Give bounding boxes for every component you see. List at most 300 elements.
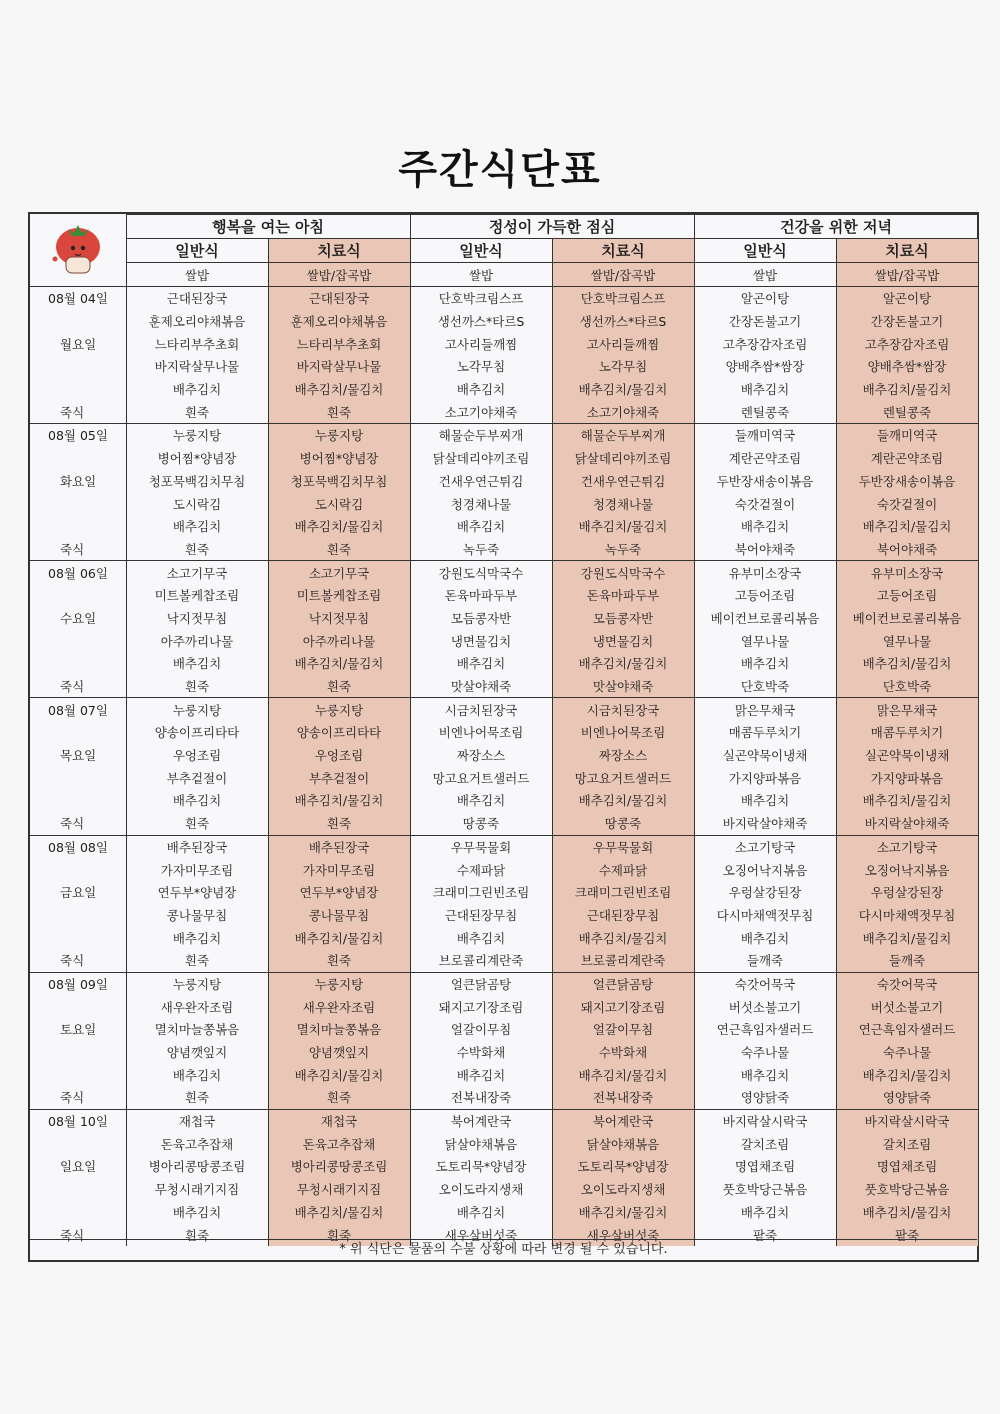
therapeutic-dish: 들깨죽 xyxy=(836,949,978,972)
day-weekday: 화요일 xyxy=(30,470,126,493)
therapeutic-dish: 흰죽 xyxy=(268,675,410,698)
general-dish: 누룽지탕 xyxy=(126,972,268,995)
general-dish: 단호박죽 xyxy=(694,675,836,698)
menu-row xyxy=(30,1155,978,1178)
menu-row xyxy=(30,515,978,538)
therapeutic-dish: 단호박크림스프 xyxy=(552,287,694,310)
therapeutic-dish: 흰죽 xyxy=(268,1086,410,1109)
menu-row xyxy=(30,1063,978,1086)
general-dish: 돼지고기장조림 xyxy=(410,995,552,1018)
menu-row xyxy=(30,766,978,789)
general-dish: 가자미무조림 xyxy=(126,858,268,881)
general-dish: 단호박크림스프 xyxy=(410,287,552,310)
therapeutic-dish: 돈육마파두부 xyxy=(552,584,694,607)
general-dish: 북어계란국 xyxy=(410,1109,552,1132)
day-weekday: 목요일 xyxy=(30,744,126,767)
general-dish: 다시마채액젓무침 xyxy=(694,904,836,927)
therapeutic-dish: 우무묵물회 xyxy=(552,835,694,858)
day-weekday: 금요일 xyxy=(30,881,126,904)
general-dish: 청포묵백김치무침 xyxy=(126,470,268,493)
day-date: 08월 08일 xyxy=(30,835,126,858)
therapeutic-dish: 얼갈이무침 xyxy=(552,1018,694,1041)
general-dish: 우렁살강된장 xyxy=(694,881,836,904)
therapeutic-dish: 돈육고추잡채 xyxy=(268,1132,410,1155)
general-dish: 누룽지탕 xyxy=(126,698,268,721)
menu-row xyxy=(30,1086,978,1109)
therapeutic-dish: 양념깻잎지 xyxy=(268,1041,410,1064)
porridge-label: 죽식 xyxy=(30,400,126,423)
general-dish: 흰죽 xyxy=(126,1086,268,1109)
general-dish: 베이컨브로콜리볶음 xyxy=(694,607,836,630)
menu-row xyxy=(30,972,978,995)
day-spacer xyxy=(30,1063,126,1086)
menu-row xyxy=(30,926,978,949)
general-dish: 배추김치 xyxy=(694,926,836,949)
therapeutic-dish: 매콤두루치기 xyxy=(836,721,978,744)
therapeutic-dish: 배추김치/물김치 xyxy=(836,926,978,949)
therapeutic-dish: 간장돈불고기 xyxy=(836,310,978,333)
general-dish: 배추김치 xyxy=(410,378,552,401)
therapeutic-dish: 흰죽 xyxy=(268,812,410,835)
therapeutic-dish: 배추김치/물김치 xyxy=(836,789,978,812)
therapeutic-dish: 바지락살무나물 xyxy=(268,355,410,378)
general-dish: 오이도라지생채 xyxy=(410,1178,552,1201)
therapeutic-dish: 배추김치/물김치 xyxy=(552,378,694,401)
general-dish: 크래미그린빈조림 xyxy=(410,881,552,904)
general-dish: 브로콜리계란죽 xyxy=(410,949,552,972)
menu-row xyxy=(30,789,978,812)
rice-cell: 쌀밥/잡곡밥 xyxy=(268,263,410,287)
therapeutic-dish: 청포묵백김치무침 xyxy=(268,470,410,493)
therapeutic-dish: 열무나물 xyxy=(836,629,978,652)
general-dish: 돈육마파두부 xyxy=(410,584,552,607)
general-dish: 배추김치 xyxy=(410,1201,552,1224)
general-dish: 흰죽 xyxy=(126,949,268,972)
day-spacer xyxy=(30,492,126,515)
menu-row xyxy=(30,721,978,744)
therapeutic-dish: 배추김치/물김치 xyxy=(836,378,978,401)
general-dish: 양송이프리타타 xyxy=(126,721,268,744)
general-dish: 아주까리나물 xyxy=(126,629,268,652)
general-dish: 배추김치 xyxy=(694,1063,836,1086)
general-dish: 배추김치 xyxy=(410,789,552,812)
day-spacer xyxy=(30,995,126,1018)
general-dish: 무청시래기지짐 xyxy=(126,1178,268,1201)
porridge-label: 죽식 xyxy=(30,1086,126,1109)
therapeutic-dish: 맑은무채국 xyxy=(836,698,978,721)
menu-body xyxy=(30,287,978,1246)
therapeutic-dish: 크래미그린빈조림 xyxy=(552,881,694,904)
therapeutic-dish: 실곤약묵이냉채 xyxy=(836,744,978,767)
porridge-label: 죽식 xyxy=(30,1223,126,1246)
general-dish: 실곤약묵이냉채 xyxy=(694,744,836,767)
therapeutic-dish: 소고기탕국 xyxy=(836,835,978,858)
menu-row xyxy=(30,447,978,470)
therapeutic-dish: 우엉조림 xyxy=(268,744,410,767)
therapeutic-dish: 강원도식막국수 xyxy=(552,561,694,584)
therapeutic-dish: 돼지고기장조림 xyxy=(552,995,694,1018)
menu-row xyxy=(30,355,978,378)
general-dish: 수박화채 xyxy=(410,1041,552,1064)
tomato-mascot-icon xyxy=(46,219,110,279)
menu-row xyxy=(30,812,978,835)
therapeutic-dish: 배추김치/물김치 xyxy=(268,378,410,401)
general-dish: 북어야채죽 xyxy=(694,538,836,561)
porridge-label: 죽식 xyxy=(30,812,126,835)
general-dish: 짜장소스 xyxy=(410,744,552,767)
therapeutic-dish: 생선까스*타르S xyxy=(552,310,694,333)
general-dish: 배추김치 xyxy=(126,1201,268,1224)
general-dish: 팥죽 xyxy=(694,1223,836,1246)
therapeutic-dish: 멸치마늘쫑볶음 xyxy=(268,1018,410,1041)
general-dish: 흰죽 xyxy=(126,1223,268,1246)
day-date: 08월 10일 xyxy=(30,1109,126,1132)
day-spacer xyxy=(30,310,126,333)
day-date: 08월 05일 xyxy=(30,424,126,447)
general-dish: 근대된장국 xyxy=(126,287,268,310)
general-dish: 망고요거트샐러드 xyxy=(410,766,552,789)
menu-row xyxy=(30,310,978,333)
general-dish: 소고기무국 xyxy=(126,561,268,584)
general-dish: 배추김치 xyxy=(126,1063,268,1086)
therapeutic-dish: 부추겉절이 xyxy=(268,766,410,789)
therapeutic-dish: 녹두죽 xyxy=(552,538,694,561)
general-dish: 숙갓겉절이 xyxy=(694,492,836,515)
therapeutic-dish: 노각무침 xyxy=(552,355,694,378)
general-dish: 바지락살시락국 xyxy=(694,1109,836,1132)
menu-row xyxy=(30,400,978,423)
general-dish: 강원도식막국수 xyxy=(410,561,552,584)
porridge-label: 죽식 xyxy=(30,675,126,698)
therapeutic-dish: 렌틸콩죽 xyxy=(836,400,978,423)
therapeutic-dish: 고사리들깨찜 xyxy=(552,332,694,355)
therapeutic-dish: 짜장소스 xyxy=(552,744,694,767)
therapeutic-dish: 느타리부추초회 xyxy=(268,332,410,355)
menu-row xyxy=(30,470,978,493)
general-dish: 병어찜*양념장 xyxy=(126,447,268,470)
therapeutic-dish: 배추김치/물김치 xyxy=(268,789,410,812)
general-dish: 청경채나물 xyxy=(410,492,552,515)
general-dish: 흰죽 xyxy=(126,400,268,423)
general-dish: 열무나물 xyxy=(694,629,836,652)
therapeutic-dish: 병아리콩땅콩조림 xyxy=(268,1155,410,1178)
therapeutic-dish: 도토리묵*양념장 xyxy=(552,1155,694,1178)
type-header-therapeutic: 치료식 xyxy=(836,239,978,263)
type-header-general: 일반식 xyxy=(410,239,552,263)
therapeutic-dish: 새우살버섯죽 xyxy=(552,1223,694,1246)
general-dish: 배추된장국 xyxy=(126,835,268,858)
menu-row xyxy=(30,332,978,355)
general-dish: 매콤두루치기 xyxy=(694,721,836,744)
therapeutic-dish: 건새우연근튀김 xyxy=(552,470,694,493)
therapeutic-dish: 냉면물김치 xyxy=(552,629,694,652)
general-dish: 가지양파볶음 xyxy=(694,766,836,789)
therapeutic-dish: 근대된장무침 xyxy=(552,904,694,927)
therapeutic-dish: 배추김치/물김치 xyxy=(268,1201,410,1224)
therapeutic-dish: 양배추쌈*쌈장 xyxy=(836,355,978,378)
therapeutic-dish: 갈치조림 xyxy=(836,1132,978,1155)
general-dish: 미트볼케찹조림 xyxy=(126,584,268,607)
therapeutic-dish: 흰죽 xyxy=(268,400,410,423)
day-spacer xyxy=(30,1132,126,1155)
general-dish: 바지락살무나물 xyxy=(126,355,268,378)
menu-row xyxy=(30,652,978,675)
therapeutic-dish: 배추김치/물김치 xyxy=(552,1063,694,1086)
general-dish: 노각무침 xyxy=(410,355,552,378)
therapeutic-dish: 닭살데리야끼조림 xyxy=(552,447,694,470)
general-dish: 콩나물무침 xyxy=(126,904,268,927)
general-dish: 연두부*양념장 xyxy=(126,881,268,904)
day-spacer xyxy=(30,858,126,881)
therapeutic-dish: 배추김치/물김치 xyxy=(552,1201,694,1224)
menu-row xyxy=(30,881,978,904)
day-spacer xyxy=(30,447,126,470)
therapeutic-dish: 가지양파볶음 xyxy=(836,766,978,789)
day-weekday: 수요일 xyxy=(30,607,126,630)
therapeutic-dish: 새우완자조림 xyxy=(268,995,410,1018)
general-dish: 낙지젓무침 xyxy=(126,607,268,630)
general-dish: 재첩국 xyxy=(126,1109,268,1132)
therapeutic-dish: 땅콩죽 xyxy=(552,812,694,835)
day-spacer xyxy=(30,584,126,607)
therapeutic-dish: 흰죽 xyxy=(268,1223,410,1246)
therapeutic-dish: 콩나물무침 xyxy=(268,904,410,927)
general-dish: 배추김치 xyxy=(126,926,268,949)
therapeutic-dish: 오이도라지생채 xyxy=(552,1178,694,1201)
general-dish: 새우살버섯죽 xyxy=(410,1223,552,1246)
therapeutic-dish: 숙갓겉절이 xyxy=(836,492,978,515)
therapeutic-dish: 영양닭죽 xyxy=(836,1086,978,1109)
therapeutic-dish: 배추김치/물김치 xyxy=(552,515,694,538)
therapeutic-dish: 숙주나물 xyxy=(836,1041,978,1064)
general-dish: 배추김치 xyxy=(694,515,836,538)
therapeutic-dish: 낙지젓무침 xyxy=(268,607,410,630)
general-dish: 근대된장무침 xyxy=(410,904,552,927)
therapeutic-dish: 연두부*양념장 xyxy=(268,881,410,904)
therapeutic-dish: 다시마채액젓무침 xyxy=(836,904,978,927)
type-header-therapeutic: 치료식 xyxy=(552,239,694,263)
menu-table xyxy=(30,214,979,1246)
general-dish: 새우완자조림 xyxy=(126,995,268,1018)
menu-row xyxy=(30,1132,978,1155)
therapeutic-dish: 들깨미역국 xyxy=(836,424,978,447)
general-dish: 얼갈이무침 xyxy=(410,1018,552,1041)
therapeutic-dish: 우렁살강된장 xyxy=(836,881,978,904)
therapeutic-dish: 배추김치/물김치 xyxy=(552,789,694,812)
day-spacer xyxy=(30,1201,126,1224)
general-dish: 숙주나물 xyxy=(694,1041,836,1064)
therapeutic-dish: 북어계란국 xyxy=(552,1109,694,1132)
menu-row xyxy=(30,424,978,447)
general-dish: 풋호박당근볶음 xyxy=(694,1178,836,1201)
therapeutic-dish: 누룽지탕 xyxy=(268,698,410,721)
general-dish: 고사리들깨찜 xyxy=(410,332,552,355)
therapeutic-dish: 비엔나어묵조림 xyxy=(552,721,694,744)
general-dish: 수제파닭 xyxy=(410,858,552,881)
therapeutic-dish: 수박화채 xyxy=(552,1041,694,1064)
general-dish: 도시락김 xyxy=(126,492,268,515)
menu-row xyxy=(30,629,978,652)
general-dish: 영양닭죽 xyxy=(694,1086,836,1109)
general-dish: 배추김치 xyxy=(126,652,268,675)
general-dish: 모듬콩자반 xyxy=(410,607,552,630)
therapeutic-dish: 베이컨브로콜리볶음 xyxy=(836,607,978,630)
therapeutic-dish: 전복내장죽 xyxy=(552,1086,694,1109)
therapeutic-dish: 바지락살야채죽 xyxy=(836,812,978,835)
therapeutic-dish: 시금치된장국 xyxy=(552,698,694,721)
menu-row xyxy=(30,675,978,698)
therapeutic-dish: 유부미소장국 xyxy=(836,561,978,584)
therapeutic-dish: 오징어낙지볶음 xyxy=(836,858,978,881)
therapeutic-dish: 숙갓어묵국 xyxy=(836,972,978,995)
therapeutic-dish: 도시락김 xyxy=(268,492,410,515)
general-dish: 배추김치 xyxy=(410,652,552,675)
therapeutic-dish: 재첩국 xyxy=(268,1109,410,1132)
general-dish: 누룽지탕 xyxy=(126,424,268,447)
therapeutic-dish: 청경채나물 xyxy=(552,492,694,515)
general-dish: 부추겉절이 xyxy=(126,766,268,789)
general-dish: 땅콩죽 xyxy=(410,812,552,835)
general-dish: 맛살야채죽 xyxy=(410,675,552,698)
day-spacer xyxy=(30,789,126,812)
therapeutic-dish: 배추김치/물김치 xyxy=(268,515,410,538)
general-dish: 양념깻잎지 xyxy=(126,1041,268,1064)
therapeutic-dish: 수제파닭 xyxy=(552,858,694,881)
therapeutic-dish: 배추김치/물김치 xyxy=(268,926,410,949)
therapeutic-dish: 계란곤약조림 xyxy=(836,447,978,470)
menu-row xyxy=(30,1018,978,1041)
therapeutic-dish: 흰죽 xyxy=(268,538,410,561)
therapeutic-dish: 버섯소불고기 xyxy=(836,995,978,1018)
therapeutic-dish: 아주까리나물 xyxy=(268,629,410,652)
general-dish: 전복내장죽 xyxy=(410,1086,552,1109)
general-dish: 녹두죽 xyxy=(410,538,552,561)
therapeutic-dish: 팥죽 xyxy=(836,1223,978,1246)
general-dish: 느타리부추초회 xyxy=(126,332,268,355)
general-dish: 버섯소불고기 xyxy=(694,995,836,1018)
general-dish: 들깨죽 xyxy=(694,949,836,972)
general-dish: 고등어조림 xyxy=(694,584,836,607)
general-dish: 계란곤약조림 xyxy=(694,447,836,470)
therapeutic-dish: 흰죽 xyxy=(268,949,410,972)
general-dish: 훈제오리야채볶음 xyxy=(126,310,268,333)
menu-row xyxy=(30,904,978,927)
therapeutic-dish: 무청시래기지짐 xyxy=(268,1178,410,1201)
menu-row xyxy=(30,744,978,767)
therapeutic-dish: 누룽지탕 xyxy=(268,972,410,995)
day-weekday: 토요일 xyxy=(30,1018,126,1041)
general-dish: 돈육고추잡채 xyxy=(126,1132,268,1155)
general-dish: 고추장감자조림 xyxy=(694,332,836,355)
therapeutic-dish: 해물순두부찌개 xyxy=(552,424,694,447)
general-dish: 배추김치 xyxy=(694,652,836,675)
day-spacer xyxy=(30,378,126,401)
menu-row xyxy=(30,607,978,630)
general-dish: 흰죽 xyxy=(126,812,268,835)
therapeutic-dish: 소고기야채죽 xyxy=(552,400,694,423)
type-header-therapeutic: 치료식 xyxy=(268,239,410,263)
therapeutic-dish: 누룽지탕 xyxy=(268,424,410,447)
footer-note: * 위 식단은 물품의 수불 상황에 따라 변경 될 수 있습니다. xyxy=(30,1239,977,1260)
general-dish: 배추김치 xyxy=(410,1063,552,1086)
therapeutic-dish: 병어찜*양념장 xyxy=(268,447,410,470)
general-dish: 간장돈불고기 xyxy=(694,310,836,333)
day-weekday: 일요일 xyxy=(30,1155,126,1178)
therapeutic-dish: 배추김치/물김치 xyxy=(836,652,978,675)
general-dish: 배추김치 xyxy=(126,789,268,812)
day-spacer xyxy=(30,515,126,538)
general-dish: 배추김치 xyxy=(410,926,552,949)
day-spacer xyxy=(30,1178,126,1201)
meal-header-dinner: 건강을 위한 저녁 xyxy=(694,215,978,239)
page-title: 주간식단표 xyxy=(398,147,602,193)
porridge-label: 죽식 xyxy=(30,538,126,561)
day-spacer xyxy=(30,1041,126,1064)
day-date: 08월 07일 xyxy=(30,698,126,721)
menu-row xyxy=(30,1041,978,1064)
general-dish: 생선까스*타르S xyxy=(410,310,552,333)
therapeutic-dish: 북어야채죽 xyxy=(836,538,978,561)
rice-cell: 쌀밥 xyxy=(694,263,836,287)
type-header-general: 일반식 xyxy=(694,239,836,263)
day-spacer xyxy=(30,652,126,675)
therapeutic-dish: 배추된장국 xyxy=(268,835,410,858)
general-dish: 양배추쌈*쌈장 xyxy=(694,355,836,378)
general-dish: 우무묵물회 xyxy=(410,835,552,858)
general-dish: 들깨미역국 xyxy=(694,424,836,447)
menu-row xyxy=(30,1201,978,1224)
general-dish: 갈치조림 xyxy=(694,1132,836,1155)
general-dish: 두반장새송이볶음 xyxy=(694,470,836,493)
menu-sheet xyxy=(28,212,979,1262)
therapeutic-dish: 브로콜리계란죽 xyxy=(552,949,694,972)
menu-row xyxy=(30,1109,978,1132)
general-dish: 배추김치 xyxy=(126,378,268,401)
general-dish: 흰죽 xyxy=(126,675,268,698)
rice-cell: 쌀밥 xyxy=(126,263,268,287)
menu-row xyxy=(30,949,978,972)
general-dish: 숙갓어묵국 xyxy=(694,972,836,995)
therapeutic-dish: 소고기무국 xyxy=(268,561,410,584)
therapeutic-dish: 연근흑임자샐러드 xyxy=(836,1018,978,1041)
therapeutic-dish: 맛살야채죽 xyxy=(552,675,694,698)
therapeutic-dish: 바지락살시락국 xyxy=(836,1109,978,1132)
day-date: 08월 06일 xyxy=(30,561,126,584)
rice-cell: 쌀밥 xyxy=(410,263,552,287)
general-dish: 건새우연근튀김 xyxy=(410,470,552,493)
menu-row xyxy=(30,698,978,721)
therapeutic-dish: 단호박죽 xyxy=(836,675,978,698)
general-dish: 소고기야채죽 xyxy=(410,400,552,423)
general-dish: 배추김치 xyxy=(410,515,552,538)
porridge-label: 죽식 xyxy=(30,949,126,972)
day-spacer xyxy=(30,721,126,744)
general-dish: 얼큰닭곰탕 xyxy=(410,972,552,995)
general-dish: 렌틸콩죽 xyxy=(694,400,836,423)
general-dish: 도토리묵*양념장 xyxy=(410,1155,552,1178)
therapeutic-dish: 배추김치/물김치 xyxy=(552,926,694,949)
general-dish: 연근흑임자샐러드 xyxy=(694,1018,836,1041)
general-dish: 시금치된장국 xyxy=(410,698,552,721)
day-spacer xyxy=(30,629,126,652)
mascot-logo xyxy=(30,215,126,287)
general-dish: 알곤이탕 xyxy=(694,287,836,310)
day-date: 08월 09일 xyxy=(30,972,126,995)
general-dish: 맑은무채국 xyxy=(694,698,836,721)
type-header-general: 일반식 xyxy=(126,239,268,263)
day-weekday: 월요일 xyxy=(30,332,126,355)
therapeutic-dish: 닭살야채볶음 xyxy=(552,1132,694,1155)
